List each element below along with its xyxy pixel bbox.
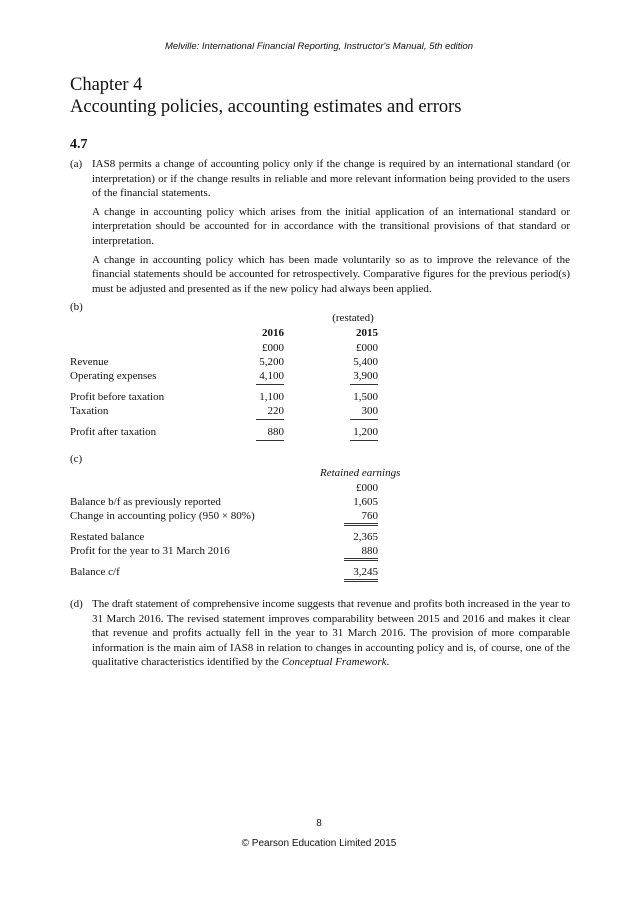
running-header: Melville: International Financial Reporting, Instructor's Manual, 5th edition xyxy=(164,41,474,52)
part-d-text: The draft statement of comprehensive income suggests that revenue and profits both increased in the year to 31 March 2016. The revised statement improves comparability between 2015 and 2016 and makes it clear that revenue and profits actually fell in the year to 31 March 2016. The provision of more comparable information is the main aim of IAS8 in relation to changes in accounting policy and is, of course, one of the qualitative characteristics identified by the xyxy=(92,598,570,669)
page-number: 8 xyxy=(316,818,322,829)
subtotal-rule xyxy=(350,384,378,385)
retained-value: 1,605 xyxy=(353,496,378,508)
part-d-label: (d) xyxy=(70,598,83,610)
subtotal-rule xyxy=(256,419,284,420)
subtotal-rule xyxy=(350,419,378,420)
value-2016: 4,100 xyxy=(259,370,284,382)
row-label: Restated balance xyxy=(70,531,145,543)
value-2016: 880 xyxy=(267,426,284,438)
section-number: 4.7 xyxy=(70,137,88,152)
restated-note: (restated) xyxy=(332,312,374,324)
value-2015: 5,400 xyxy=(353,356,378,368)
value-2015: 3,900 xyxy=(353,370,378,382)
row-label: Operating expenses xyxy=(70,370,157,382)
conceptual-framework-emphasis: Conceptual Framework xyxy=(281,656,387,669)
row-label: Balance b/f as previously reported xyxy=(70,496,221,508)
total-rule xyxy=(256,440,284,441)
part-a-paragraph: A change in accounting policy which has been made voluntarily so as to improve the relevance of the financial statements should be accounted for retrospectively. Comparative figures for the previous period(s) must be adjusted and presented as if the new policy had always been applied. xyxy=(92,253,570,295)
retained-value: 880 xyxy=(361,545,378,557)
part-b-label: (b) xyxy=(70,301,83,313)
total-rule xyxy=(350,440,378,441)
unit-2015: £000 xyxy=(356,342,378,354)
retained-value: 2,365 xyxy=(353,531,378,543)
copyright-notice: © Pearson Education Limited 2015 xyxy=(241,838,397,849)
row-label: Profit after taxation xyxy=(70,426,157,438)
part-a-paragraph: A change in accounting policy which arises from the initial application of an international standard or interpretation should be accounted for in accordance with the transitional provisions of that standard or interpretation. xyxy=(92,205,570,247)
chapter-title xyxy=(70,74,461,118)
total-rule xyxy=(344,579,378,582)
retained-earnings-heading: Retained earnings xyxy=(320,467,401,479)
chapter-heading: Accounting policies, accounting estimates and errors xyxy=(70,97,462,117)
value-2016: 5,200 xyxy=(259,356,284,368)
retained-value: 3,245 xyxy=(353,566,378,578)
value-2015: 300 xyxy=(361,405,378,417)
part-a xyxy=(70,157,570,300)
row-label: Profit before taxation xyxy=(70,391,165,403)
row-label: Change in accounting policy (950 × 80%) xyxy=(70,510,255,522)
row-label: Balance c/f xyxy=(70,566,120,578)
unit-2016: £000 xyxy=(262,342,284,354)
part-d xyxy=(70,597,570,674)
unit-retained: £000 xyxy=(356,482,378,494)
row-label: Profit for the year to 31 March 2016 xyxy=(70,545,230,557)
part-d-paragraph xyxy=(92,597,570,670)
year-2015-header: 2015 xyxy=(356,327,378,339)
subtotal-rule xyxy=(256,384,284,385)
part-d-text-end: . xyxy=(386,656,390,669)
row-label: Taxation xyxy=(70,405,109,417)
part-c-label: (c) xyxy=(70,453,83,465)
subtotal-rule xyxy=(344,523,378,526)
value-2016: 220 xyxy=(267,405,284,417)
retained-value: 760 xyxy=(361,510,378,522)
value-2015: 1,200 xyxy=(353,426,378,438)
part-a-label: (a) xyxy=(70,158,83,170)
value-2016: 1,100 xyxy=(259,391,284,403)
year-2016-header: 2016 xyxy=(262,327,284,339)
row-label: Revenue xyxy=(70,356,109,368)
part-a-paragraph: IAS8 permits a change of accounting policy only if the change is required by an international standard (or interpretation) or if the change results in reliable and more relevant information being provided to the users of the financial statements. xyxy=(92,158,570,200)
subtotal-rule xyxy=(344,558,378,561)
value-2015: 1,500 xyxy=(353,391,378,403)
chapter-number: Chapter 4 xyxy=(70,75,143,95)
